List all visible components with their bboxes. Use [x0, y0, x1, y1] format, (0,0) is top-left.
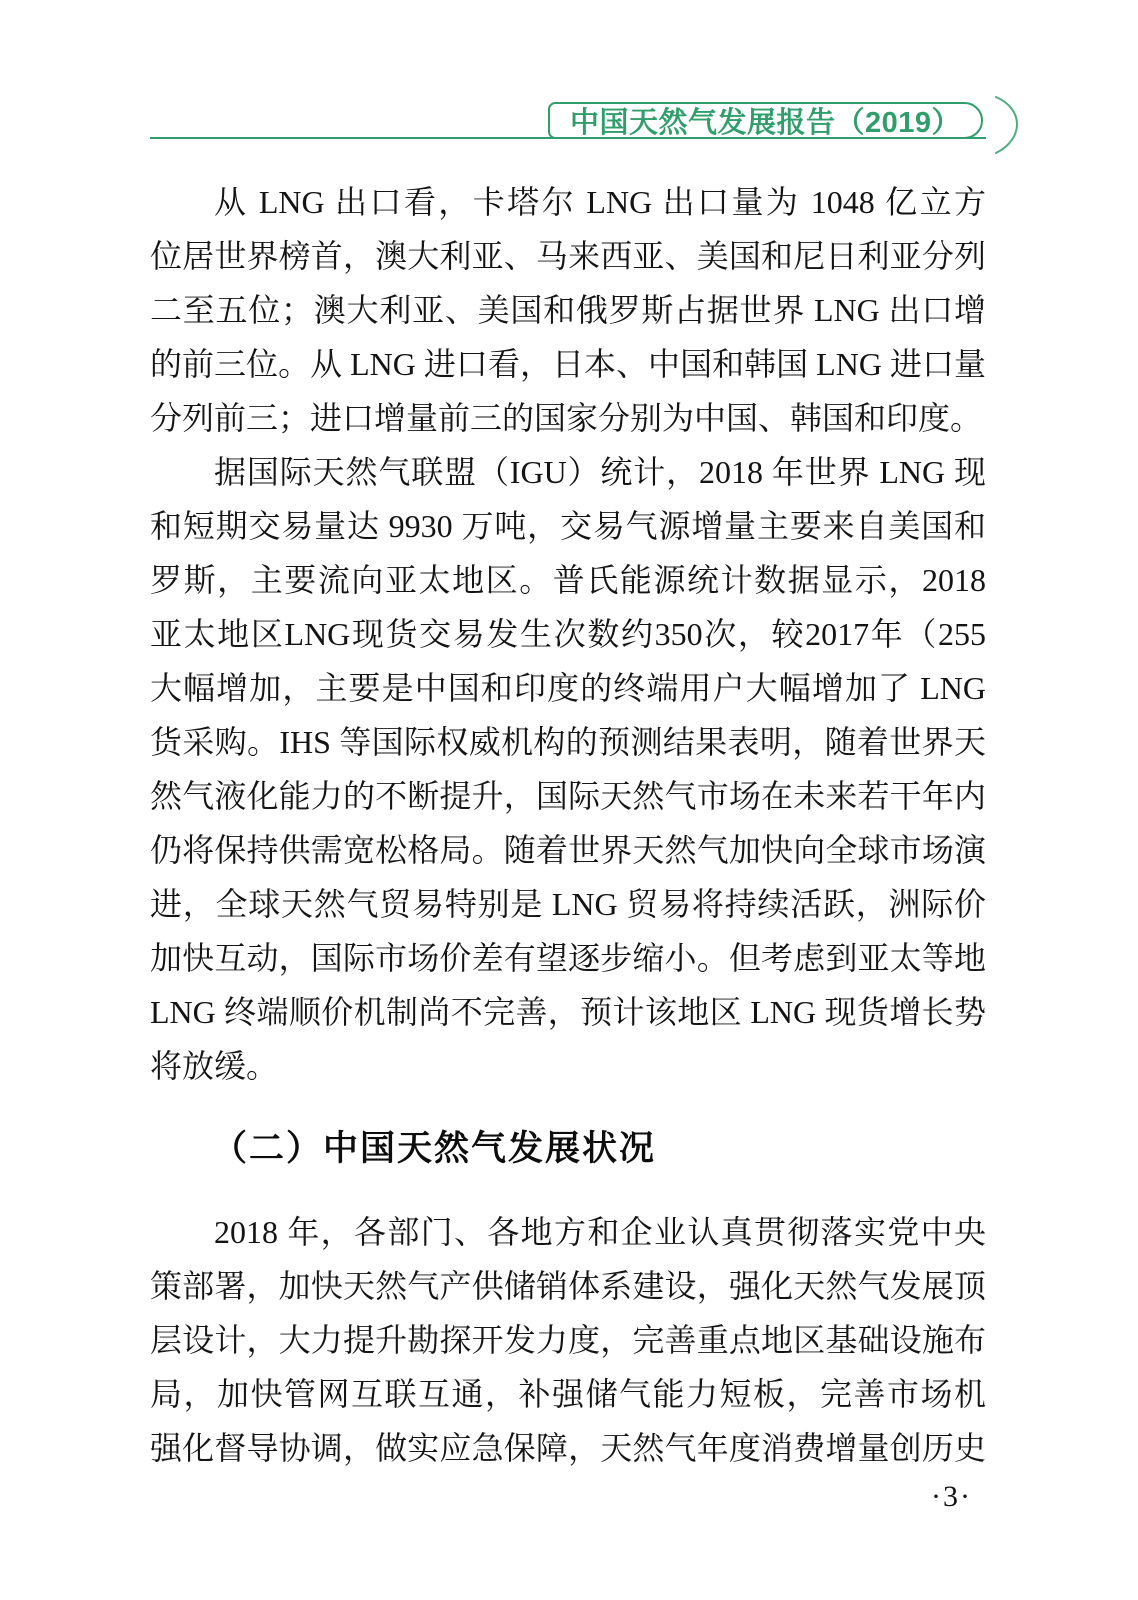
text-line: 强化督导协调，做实应急保障，天然气年度消费增量创历史	[150, 1430, 986, 1467]
section-heading: （二）中国天然气发展状况	[212, 1129, 657, 1169]
page-header	[0, 0, 1138, 170]
text-line: 将放缓。	[150, 1048, 279, 1084]
text-line: 2018 年，各部门、各地方和企业认真贯彻落实党中央	[214, 1214, 986, 1251]
paragraph-spot-market	[150, 445, 986, 1093]
header-title-badge	[548, 102, 983, 139]
text-line: 的前三位。从 LNG 进口看，日本、中国和韩国 LNG 进口量	[150, 346, 986, 382]
text-line: 位居世界榜首，澳大利亚、马来西亚、美国和尼日利亚分列	[150, 238, 986, 274]
text-line: 据国际天然气联盟（IGU）统计，2018 年世界 LNG 现	[214, 454, 986, 490]
text-line: LNG 终端顺价机制尚不完善，预计该地区 LNG 现货增长势	[150, 994, 986, 1030]
text-line: 二至五位；澳大利亚、美国和俄罗斯占据世界 LNG 出口增	[150, 292, 986, 328]
text-line: 进，全球天然气贸易特别是 LNG 贸易将持续活跃，洲际价	[150, 886, 986, 922]
page-body	[150, 175, 986, 1475]
text-line: 货采购。IHS 等国际权威机构的预测结果表明，随着世界天	[150, 724, 986, 760]
paragraph-china-development	[150, 1205, 986, 1475]
report-title: 中国天然气发展报告（2019）	[569, 107, 961, 139]
text-line: 加快互动，国际市场价差有望逐步缩小。但考虑到亚太等地	[150, 940, 986, 976]
text-line: 大幅增加，主要是中国和印度的终端用户大幅增加了 LNG	[150, 670, 986, 706]
text-line: 和短期交易量达 9930 万吨，交易气源增量主要来自美国和	[150, 508, 986, 544]
text-line: 分列前三；进口增量前三的国家分别为中国、韩国和印度。	[150, 400, 983, 436]
text-line: 亚太地区LNG现货交易发生次数约350次，较2017年（255	[150, 616, 986, 652]
header-arc-decoration	[994, 95, 1028, 155]
text-line: 仍将保持供需宽松格局。随着世界天然气加快向全球市场演	[150, 832, 986, 868]
text-line: 策部署，加快天然气产供储销体系建设，强化天然气发展顶	[150, 1268, 986, 1305]
page-number: ·3·	[931, 1480, 972, 1513]
paragraph-lng-trade	[150, 175, 986, 445]
text-line: 局，加快管网互联互通，补强储气能力短板，完善市场机	[150, 1376, 986, 1413]
text-line: 层设计，大力提升勘探开发力度，完善重点地区基础设施布	[150, 1322, 986, 1359]
text-line: 从 LNG 出口看，卡塔尔 LNG 出口量为 1048 亿立方	[214, 184, 986, 220]
text-line: 罗斯，主要流向亚太地区。普氏能源统计数据显示，2018	[150, 562, 986, 598]
text-line: 然气液化能力的不断提升，国际天然气市场在未来若干年内	[150, 778, 986, 814]
